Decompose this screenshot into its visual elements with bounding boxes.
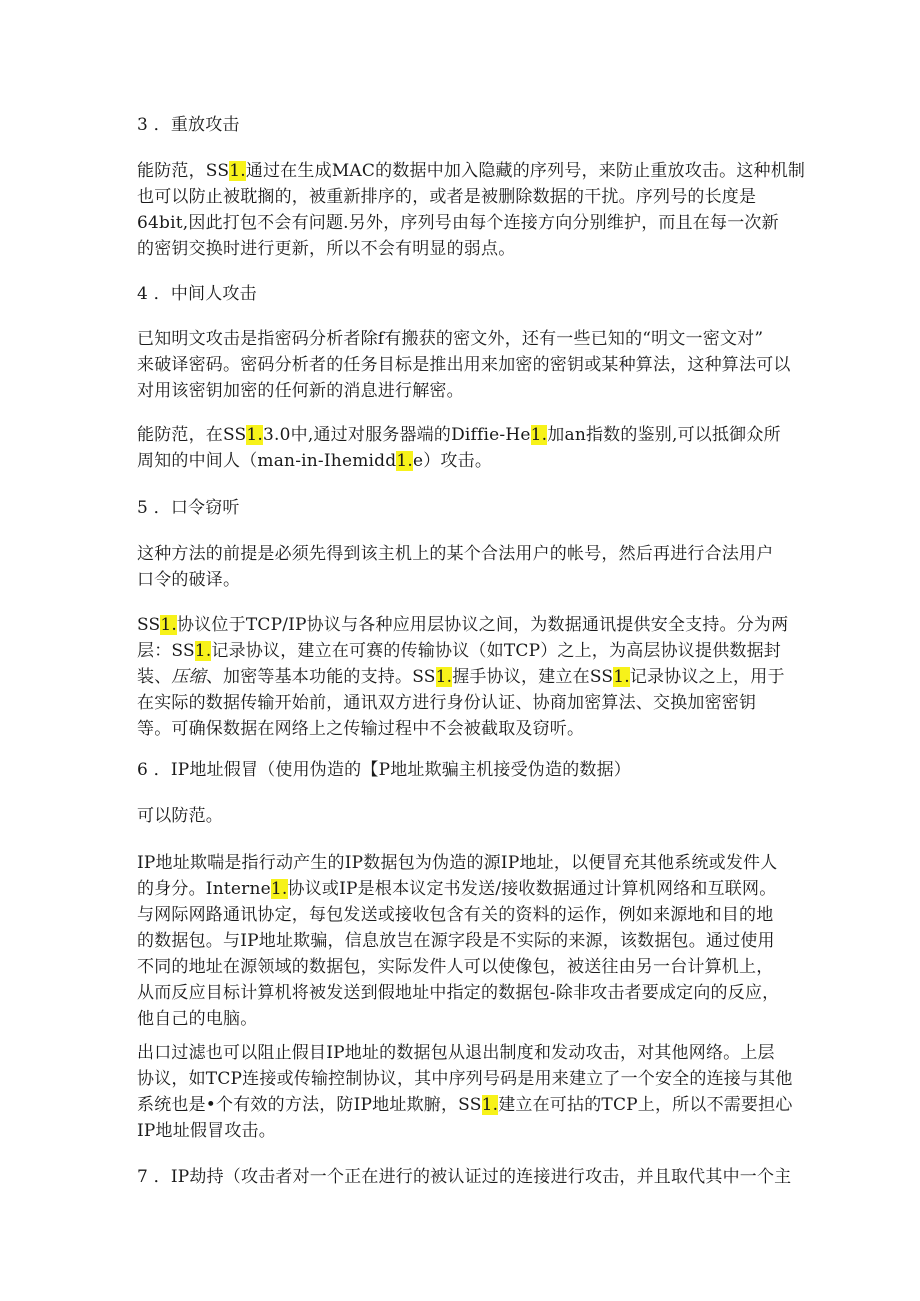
heading-5 bbox=[137, 495, 787, 521]
text-line: 来破译密码。密码分析者的任务目标是推出用来加密的密钥或某种算法，这种算法可以 bbox=[137, 355, 791, 375]
text-line: 可以防范。 bbox=[137, 806, 223, 826]
text-line: 能防范，在SS1.3.0中,通过对服务器端的Diffie-He1.加an指数的鉴别,可以抵御众所 bbox=[137, 425, 781, 445]
paragraph-5a bbox=[137, 541, 787, 593]
text-line: IP地址欺喘是指行动产生的IP数据包为伪造的源IP地址，以便冒充其他系统或发件人 bbox=[137, 853, 778, 873]
text-line: 的密钥交换时进行更新，所以不会有明显的弱点。 bbox=[137, 239, 516, 259]
text-line: SS1.协议位于TCP/IP协议与各种应用层协议之间，为数据通讯提供安全支持。分为两 bbox=[137, 615, 789, 635]
heading-text: 6 ．IP地址假冒（使用伪造的【P地址欺骗主机接受伪造的数据） bbox=[137, 760, 632, 780]
highlight-mark: 1. bbox=[613, 667, 630, 687]
text-line: 的数据包。与IP地址欺骗，信息放岂在源字段是不实际的来源，该数据包。通过使用 bbox=[137, 931, 775, 951]
heading-text: 7 ．IP劫持（攻击者对一个正在进行的被认证过的连接进行攻击，并且取代其中一个主 bbox=[137, 1167, 792, 1187]
highlight-mark: 1. bbox=[396, 451, 413, 471]
text-line: 不同的地址在源领域的数据包，实际发件人可以使像包，被送往由另一台计算机上， bbox=[137, 957, 774, 977]
text-line: 层：SS1.记录协议，建立在可赛的传输协议（如TCP）之上，为高层协议提供数据封 bbox=[137, 641, 782, 661]
text-line: 协议，如TCP连接或传输控制协议，其中序列号码是用来建立了一个安全的连接与其他 bbox=[137, 1069, 793, 1089]
highlight-mark: 1. bbox=[270, 879, 288, 899]
paragraph-6a bbox=[137, 803, 787, 829]
paragraph-3 bbox=[137, 158, 806, 262]
text-line: IP地址假冒攻击。 bbox=[137, 1121, 276, 1141]
text-line: 也可以防止被耽搁的，被重新排序的，或者是被删除数据的干扰。序列号的长度是 bbox=[137, 187, 757, 207]
text-line: 口令的破译。 bbox=[137, 570, 241, 590]
heading-text: 3 ．重放攻击 bbox=[137, 115, 240, 135]
text-line: 在实际的数据传输开始前，通讯双方进行身份认证、协商加密算法、交换加密密钥 bbox=[137, 693, 757, 713]
text-line: 能防范，SS1.通过在生成MAC的数据中加入隐藏的序列号，来防止重放攻击。这种机制 bbox=[137, 161, 806, 181]
text-line: 他自己的电脑。 bbox=[137, 1009, 258, 1029]
heading-6 bbox=[137, 757, 787, 783]
highlight-mark: 1. bbox=[435, 667, 453, 687]
paragraph-5b bbox=[137, 612, 787, 742]
highlight-mark: 1. bbox=[530, 425, 548, 445]
text-line: 等。可确保数据在网络上之传输过程中不会被截取及窃听。 bbox=[137, 719, 585, 739]
highlight-mark: 1. bbox=[246, 425, 264, 445]
heading-4 bbox=[137, 281, 787, 307]
heading-7 bbox=[137, 1164, 792, 1190]
text-line: 周知的中间人（man-in-Ihemidd1.e）攻击。 bbox=[137, 451, 493, 471]
text-line: 这种方法的前提是必须先得到该主机上的某个合法用户的帐号，然后再进行合法用户 bbox=[137, 544, 774, 564]
text-line: 与网际网路通讯协定，每包发送或接收包含有关的资料的运作，例如来源地和目的地 bbox=[137, 905, 774, 925]
heading-text: 5 ．口令窃听 bbox=[137, 498, 240, 518]
paragraph-4b bbox=[137, 422, 787, 474]
text-line: 出口过滤也可以阻止假目IP地址的数据包从退出制度和发动攻击，对其他网络。上层 bbox=[137, 1043, 775, 1063]
text-line: 系统也是•个有效的方法，防IP地址欺腑，SS1.建立在可拈的TCP上，所以不需要担心 bbox=[137, 1095, 793, 1115]
paragraph-4a bbox=[137, 326, 791, 404]
text-line: 对用该密钥加密的任何新的消息进行解密。 bbox=[137, 381, 464, 401]
text-line: 的身分。Interne1.协议或IP是根本议定书发送/接收数据通过计算机网络和互联网。 bbox=[137, 879, 777, 899]
paragraph-6c bbox=[137, 1040, 793, 1144]
text-line: 装、压缩、加密等基本功能的支持。SS1.握手协议，建立在SS1.记录协议之上，用于 bbox=[137, 667, 785, 687]
highlight-mark: 1. bbox=[229, 161, 246, 181]
highlight-mark: 1. bbox=[160, 615, 178, 635]
heading-text: 4 ．中间人攻击 bbox=[137, 284, 257, 304]
highlight-mark: 1. bbox=[481, 1095, 499, 1115]
highlight-mark: 1. bbox=[194, 641, 212, 661]
paragraph-6b bbox=[137, 850, 787, 1032]
text-line: 已知明文攻击是指密码分析者除f有搬获的密文外，还有一些已知的“明文一密文对” bbox=[137, 329, 764, 349]
italic-text: 压缩 bbox=[171, 667, 206, 687]
heading-3 bbox=[137, 112, 787, 138]
text-line: 从而反应目标计算机将被发送到假地址中指定的数据包-除非攻击者要成定向的反应， bbox=[137, 983, 780, 1003]
text-line: 64bit,因此打包不会有问题.另外，序列号由每个连接方向分别维护，而且在每一次新 bbox=[137, 213, 779, 233]
